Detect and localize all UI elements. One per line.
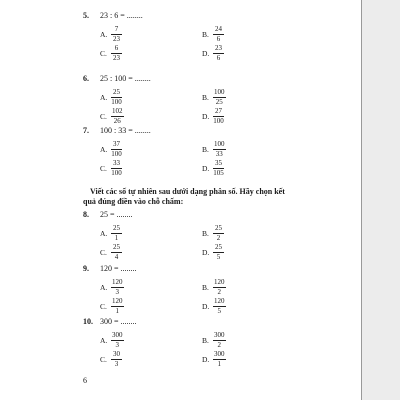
fraction bbox=[213, 108, 224, 125]
option-a bbox=[100, 225, 122, 242]
fraction bbox=[213, 244, 224, 261]
question-number: 8. bbox=[83, 210, 89, 219]
fraction-numerator: 300 bbox=[214, 350, 225, 358]
fraction bbox=[111, 160, 122, 177]
question-number: 6. bbox=[83, 74, 89, 83]
option-b bbox=[202, 141, 226, 158]
fraction bbox=[111, 89, 122, 106]
fraction-denominator: 25 bbox=[215, 97, 223, 106]
fraction-numerator: 120 bbox=[112, 278, 123, 286]
fraction-numerator: 25 bbox=[113, 224, 120, 232]
fraction bbox=[213, 26, 224, 43]
fraction bbox=[111, 108, 124, 125]
fraction-numerator: 300 bbox=[112, 331, 123, 339]
fraction bbox=[111, 225, 122, 242]
question-7 bbox=[0, 125, 362, 183]
fraction bbox=[213, 45, 224, 62]
question-number: 9. bbox=[83, 264, 89, 273]
fraction-denominator: 5 bbox=[217, 306, 221, 315]
option-label: A. bbox=[100, 93, 108, 102]
instruction-line: Viết các số tự nhiên sau dưới dạng phân số. Hãy chọn kết bbox=[90, 187, 285, 196]
fraction bbox=[213, 351, 226, 368]
page-number: 6 bbox=[83, 376, 87, 385]
fraction-numerator: 102 bbox=[112, 107, 123, 115]
option-a bbox=[100, 332, 124, 349]
option-label: B. bbox=[202, 229, 209, 238]
fraction-denominator: 100 bbox=[111, 168, 122, 177]
option-b bbox=[202, 26, 224, 43]
fraction-denominator: 1 bbox=[114, 233, 119, 242]
fraction-denominator: 100 bbox=[213, 116, 224, 125]
question-number: 10. bbox=[83, 317, 93, 326]
fraction-denominator: 5 bbox=[216, 252, 221, 261]
fraction-numerator: 120 bbox=[214, 297, 225, 305]
option-b bbox=[202, 225, 224, 242]
fraction-denominator: 1 bbox=[217, 359, 221, 368]
fraction bbox=[111, 332, 124, 349]
option-label: A. bbox=[100, 145, 108, 154]
option-label: D. bbox=[202, 112, 210, 121]
question-text: 120 = ........ bbox=[100, 264, 137, 273]
option-label: D. bbox=[202, 355, 210, 364]
fraction-denominator: 6 bbox=[216, 34, 221, 43]
fraction bbox=[213, 89, 226, 106]
option-label: C. bbox=[100, 49, 107, 58]
fraction-numerator: 27 bbox=[215, 107, 222, 115]
question-text: 23 : 6 = ........ bbox=[100, 11, 143, 20]
fraction-denominator: 33 bbox=[215, 149, 223, 158]
fraction-numerator: 100 bbox=[214, 88, 225, 96]
fraction-numerator: 7 bbox=[111, 26, 122, 35]
fraction bbox=[213, 141, 226, 158]
fraction bbox=[213, 225, 224, 242]
fraction-numerator: 23 bbox=[215, 44, 222, 52]
fraction bbox=[111, 244, 122, 261]
option-label: A. bbox=[100, 30, 108, 39]
fraction-denominator: 26 bbox=[113, 116, 121, 125]
option-d bbox=[202, 351, 226, 368]
fraction-denominator: 3 bbox=[115, 340, 119, 349]
fraction-numerator: 100 bbox=[214, 140, 225, 148]
question-9 bbox=[0, 263, 362, 321]
option-label: B. bbox=[202, 283, 209, 292]
fraction-denominator: 3 bbox=[114, 359, 119, 368]
fraction-numerator: 24 bbox=[215, 25, 222, 33]
fraction bbox=[111, 279, 124, 296]
fraction-numerator: 300 bbox=[214, 331, 225, 339]
question-text: 300 = ........ bbox=[100, 317, 137, 326]
option-d bbox=[202, 108, 224, 125]
fraction bbox=[111, 45, 122, 62]
option-d bbox=[202, 160, 224, 177]
question-8 bbox=[0, 209, 362, 267]
question-6 bbox=[0, 73, 362, 131]
fraction-numerator: 120 bbox=[112, 297, 123, 305]
fraction-numerator: 37 bbox=[113, 140, 120, 148]
fraction bbox=[213, 279, 226, 296]
option-c bbox=[100, 351, 122, 368]
question-5 bbox=[0, 10, 362, 68]
fraction bbox=[111, 26, 122, 43]
fraction bbox=[213, 160, 224, 177]
option-label: C. bbox=[100, 355, 107, 364]
fraction-denominator: 105 bbox=[213, 168, 224, 177]
option-label: B. bbox=[202, 336, 209, 345]
option-label: D. bbox=[202, 164, 210, 173]
option-a bbox=[100, 89, 122, 106]
fraction-denominator: 6 bbox=[216, 53, 221, 62]
fraction-denominator: 2 bbox=[217, 340, 221, 349]
fraction-numerator: 25 bbox=[113, 243, 120, 251]
option-label: C. bbox=[100, 164, 107, 173]
option-label: B. bbox=[202, 145, 209, 154]
option-label: C. bbox=[100, 112, 107, 121]
option-c bbox=[100, 298, 124, 315]
option-d bbox=[202, 298, 226, 315]
section-instruction bbox=[83, 187, 353, 206]
fraction bbox=[213, 332, 226, 349]
option-c bbox=[100, 45, 122, 62]
fraction-denominator: 2 bbox=[217, 287, 221, 296]
option-d bbox=[202, 244, 224, 261]
fraction-denominator: 3 bbox=[115, 287, 119, 296]
option-d bbox=[202, 45, 224, 62]
option-c bbox=[100, 108, 124, 125]
option-a bbox=[100, 279, 124, 296]
fraction-denominator: 100 bbox=[111, 97, 122, 106]
option-b bbox=[202, 89, 226, 106]
fraction-denominator: 100 bbox=[111, 149, 122, 158]
fraction-numerator: 33 bbox=[113, 159, 120, 167]
option-c bbox=[100, 244, 122, 261]
question-10 bbox=[0, 316, 362, 374]
option-label: D. bbox=[202, 302, 210, 311]
option-label: B. bbox=[202, 93, 209, 102]
option-c bbox=[100, 160, 122, 177]
option-label: A. bbox=[100, 229, 108, 238]
fraction-denominator: 23 bbox=[113, 34, 120, 43]
instruction-line: quả đúng điền vào chỗ chấm: bbox=[83, 196, 184, 206]
fraction-numerator: 25 bbox=[215, 224, 222, 232]
question-text: 100 : 33 = ........ bbox=[100, 126, 151, 135]
question-number: 7. bbox=[83, 126, 89, 135]
option-label: B. bbox=[202, 30, 209, 39]
option-label: D. bbox=[202, 49, 210, 58]
fraction-numerator: 25 bbox=[215, 243, 222, 251]
fraction-denominator: 4 bbox=[114, 252, 119, 261]
fraction-numerator: 120 bbox=[214, 278, 225, 286]
question-text: 25 = ........ bbox=[100, 210, 133, 219]
option-label: D. bbox=[202, 248, 210, 257]
option-label: C. bbox=[100, 302, 107, 311]
option-label: C. bbox=[100, 248, 107, 257]
question-number: 5. bbox=[83, 11, 89, 20]
option-b bbox=[202, 332, 226, 349]
fraction-denominator: 2 bbox=[216, 233, 221, 242]
option-a bbox=[100, 26, 122, 43]
fraction-numerator: 30 bbox=[113, 350, 120, 358]
option-label: A. bbox=[100, 283, 108, 292]
fraction-numerator: 6 bbox=[111, 45, 122, 54]
fraction-numerator: 35 bbox=[215, 159, 222, 167]
fraction-numerator: 25 bbox=[113, 88, 120, 96]
fraction-denominator: 23 bbox=[113, 53, 120, 62]
question-text: 25 : 100 = ........ bbox=[100, 74, 151, 83]
fraction bbox=[111, 298, 124, 315]
option-b bbox=[202, 279, 226, 296]
fraction bbox=[111, 351, 122, 368]
fraction bbox=[213, 298, 226, 315]
fraction bbox=[111, 141, 122, 158]
option-label: A. bbox=[100, 336, 108, 345]
option-a bbox=[100, 141, 122, 158]
fraction-denominator: 1 bbox=[115, 306, 119, 315]
